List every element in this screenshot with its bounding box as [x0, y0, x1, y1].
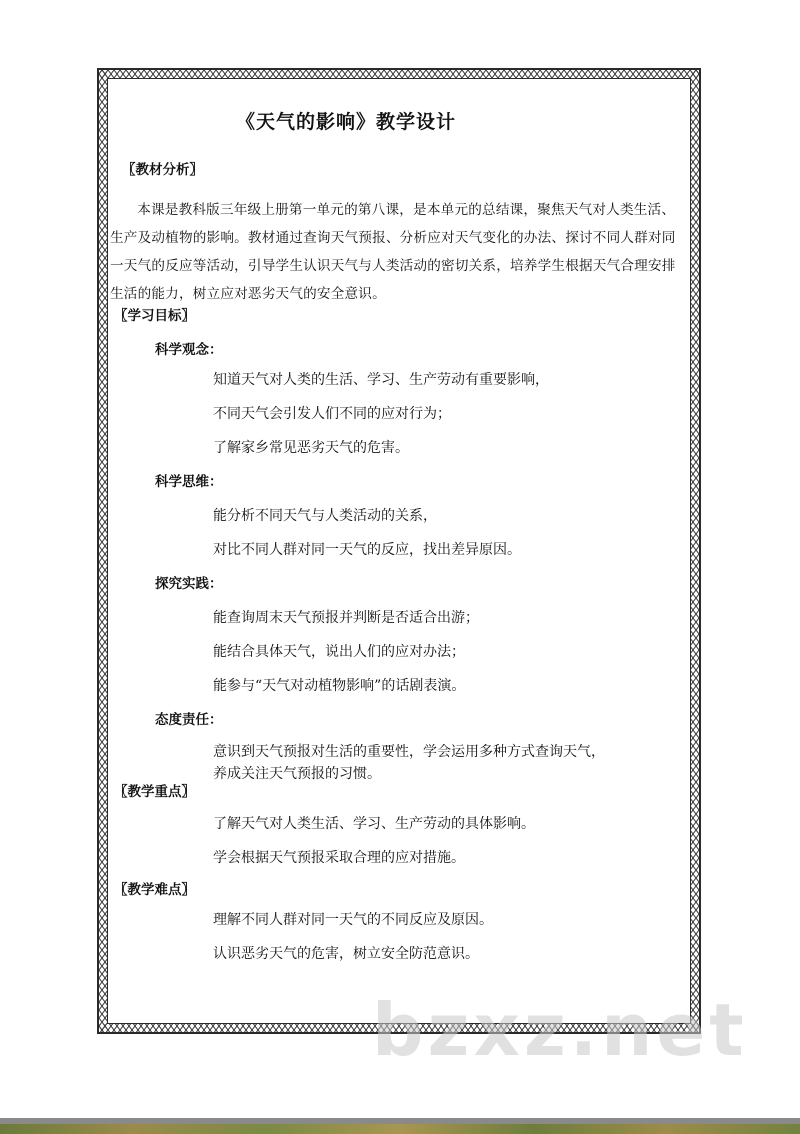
- heading-key-points: 〖教学重点〗: [114, 784, 195, 800]
- list-item: 能查询周末天气预报并判断是否适合出游；: [213, 610, 479, 626]
- list-item: 能结合具体天气，说出人们的应对办法；: [213, 644, 465, 660]
- list-item: 意识到天气预报对生活的重要性，学会运用多种方式查询天气，: [213, 744, 605, 760]
- list-item: 养成关注天气预报的习惯。: [213, 766, 381, 782]
- label-attitude: 态度责任：: [155, 712, 223, 728]
- list-item: 不同天气会引发人们不同的应对行为；: [213, 406, 451, 422]
- list-item: 能分析不同天气与人类活动的关系，: [213, 508, 437, 524]
- list-item: 对比不同人群对同一天气的反应，找出差异原因。: [213, 542, 521, 558]
- watermark-text: bzxz.net: [372, 988, 748, 1072]
- list-item: 了解天气对人类生活、学习、生产劳动的具体影响。: [213, 816, 535, 832]
- list-item: 认识恶劣天气的危害，树立安全防范意识。: [213, 946, 479, 962]
- analysis-paragraph: 本课是教科版三年级上册第一单元的第八课，是本单元的总结课，聚焦天气对人类生活、生产及动植物的影响。教材通过查询天气预报、分析应对天气变化的办法、探讨不同人群对同一天气的反应等活动，引导学生认识天气与人类活动的密切关系，培养学生根据天气合理安排生活的能力，树立应对恶劣天气的安全意识。: [110, 202, 676, 302]
- label-science-thinking: 科学思维：: [155, 474, 223, 490]
- list-item: 知道天气对人类的生活、学习、生产劳动有重要影响，: [213, 372, 549, 388]
- list-item: 学会根据天气预报采取合理的应对措施。: [213, 850, 465, 866]
- label-science-concepts: 科学观念：: [155, 342, 223, 358]
- heading-goals: 〖学习目标〗: [114, 308, 195, 324]
- list-item: 理解不同人群对同一天气的不同反应及原因。: [213, 912, 493, 928]
- heading-difficulties: 〖教学难点〗: [114, 882, 195, 898]
- label-inquiry-practice: 探究实践：: [155, 576, 223, 592]
- next-page-preview-strip: [0, 1124, 800, 1134]
- list-item: 了解家乡常见恶劣天气的危害。: [213, 440, 409, 456]
- heading-analysis: 〖教材分析〗: [122, 162, 203, 178]
- list-item: 能参与“天气对动植物影响”的话剧表演。: [213, 678, 466, 694]
- document-title: 《天气的影响》教学设计: [236, 111, 457, 133]
